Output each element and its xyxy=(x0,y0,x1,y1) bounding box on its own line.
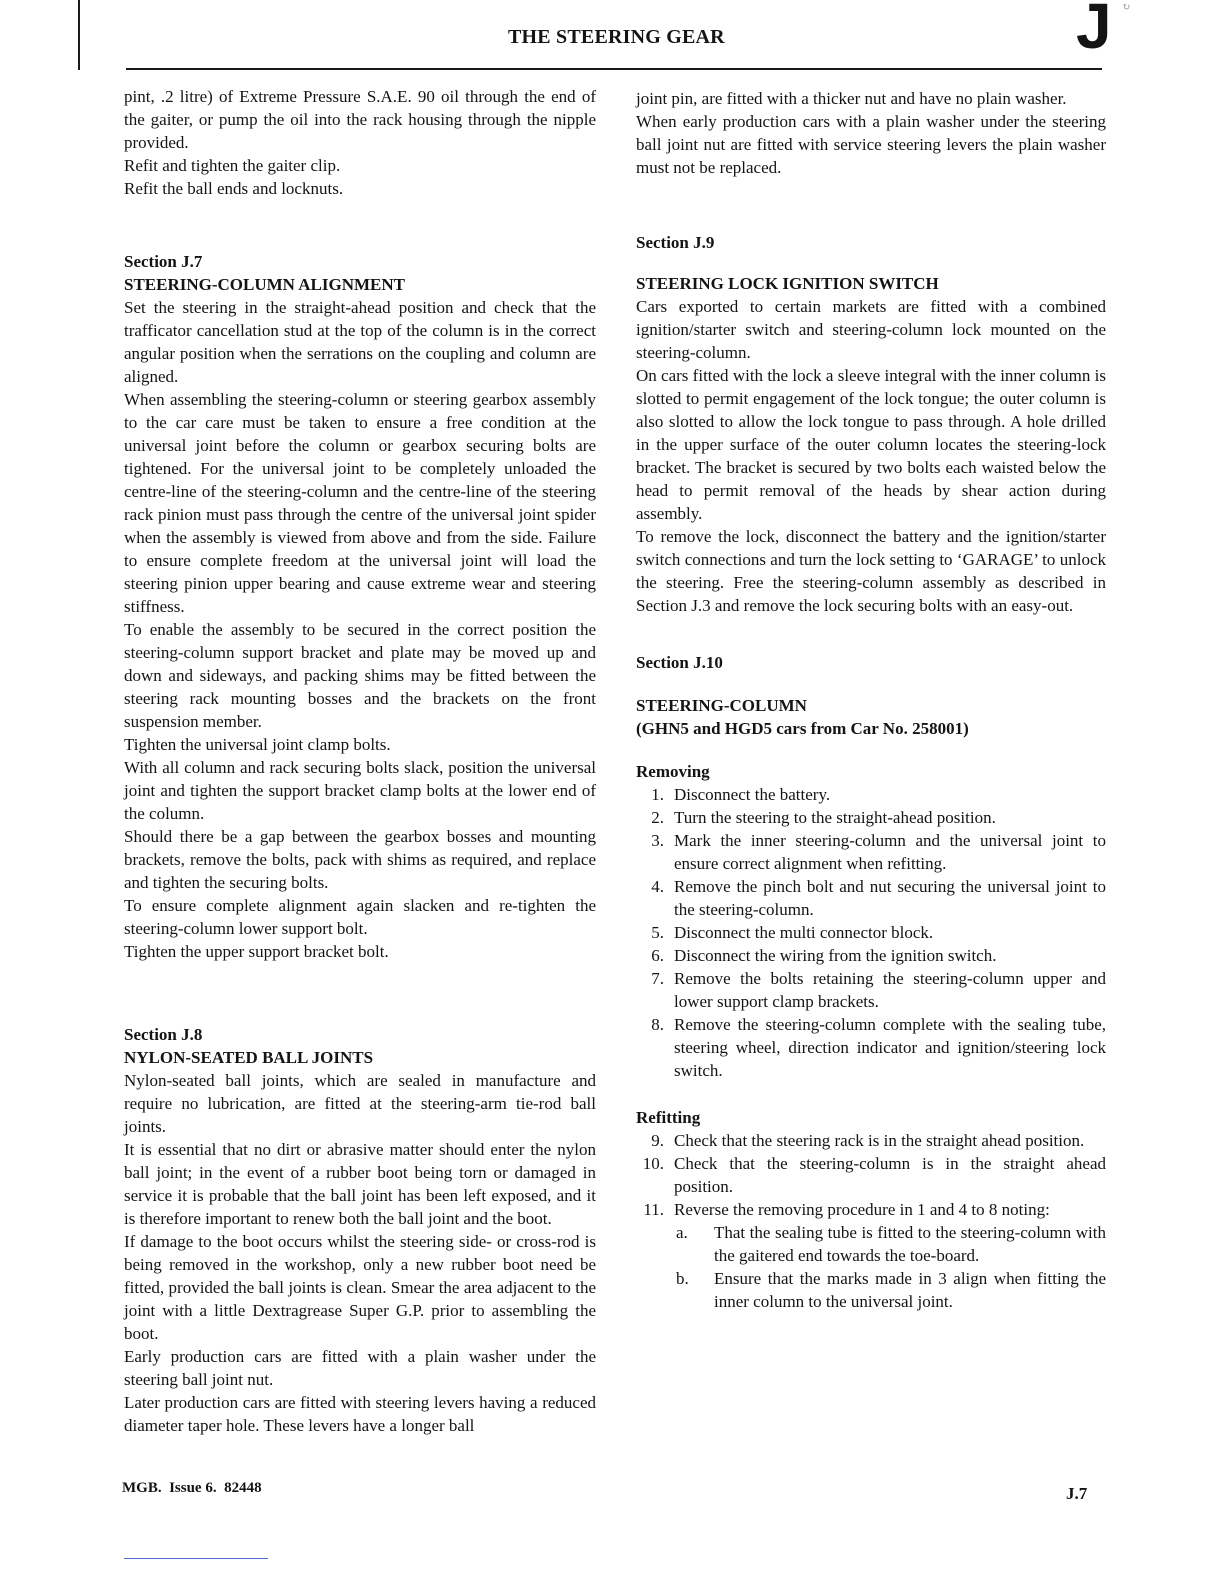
sub-step-letter: b. xyxy=(676,1269,689,1288)
list-item xyxy=(636,1013,1106,1082)
paragraph: Refit and tighten the gaiter clip. xyxy=(124,156,341,175)
header-rule xyxy=(126,68,1102,70)
step-number: 6. xyxy=(651,946,664,965)
section-label-j7: Section J.7 xyxy=(124,252,203,271)
paragraph: Refit the ball ends and locknuts. xyxy=(124,179,344,198)
list-item xyxy=(636,944,1106,967)
step-number: 2. xyxy=(651,808,664,827)
list-item xyxy=(636,921,1106,944)
step-text: Disconnect the battery. xyxy=(674,785,831,804)
step-text: Remove the pinch bolt and nut securing the universal joint to the steering-column. xyxy=(674,877,1106,919)
paragraph: Cars exported to certain markets are fitted with a combined ignition/starter switch and steering-column lock mounted on the steering-column. xyxy=(636,297,1106,362)
step-text-intro: Reverse the removing procedure in 1 and 4 to 8 noting: xyxy=(674,1200,1050,1219)
paragraph: When early production cars with a plain washer under the steering ball joint nut are fitted with service steering levers the plain washer must not be replaced. xyxy=(636,112,1106,177)
section-letter: J xyxy=(1076,0,1112,62)
paragraph: joint pin, are fitted with a thicker nut and have no plain washer. xyxy=(636,89,1067,108)
paragraph: To remove the lock, disconnect the battery and the ignition/starter switch connections and turn the lock setting to ‘GARAGE’ to unlock the steering. Free the steering-column assembly as described in Section J.3 and remove the lock securing bolts with an easy-out. xyxy=(636,527,1106,615)
paragraph: Later production cars are fitted with steering levers having a reduced diameter taper hole. These levers have a longer ball xyxy=(124,1393,596,1435)
paragraph: Nylon-seated ball joints, which are sealed in manufacture and require no lubrication, are fitted at the steering-arm tie-rod ball joints. xyxy=(124,1071,596,1136)
page-title: THE STEERING GEAR xyxy=(508,26,725,48)
paragraph: Tighten the universal joint clamp bolts. xyxy=(124,735,391,754)
step-text: Remove the bolts retaining the steering-column upper and lower support clamp brackets. xyxy=(674,969,1106,1011)
step-number: 4. xyxy=(651,877,664,896)
step-number: 1. xyxy=(651,785,664,804)
sub-step-text: That the sealing tube is fitted to the steering-column with the gaitered end towards the toe-board. xyxy=(714,1223,1106,1265)
sub-step-text: Ensure that the marks made in 3 align when fitting the inner column to the universal joint. xyxy=(714,1269,1106,1311)
section-title-j7: STEERING-COLUMN ALIGNMENT xyxy=(124,275,406,294)
paragraph: If damage to the boot occurs whilst the steering side- or cross-rod is being removed in the workshop, only a new rubber boot need be fitted, provided the ball joints is clean. Smear the area adjacent to the joint with a little Dextragrease Super G.P. prior to assembling the boot. xyxy=(124,1232,596,1343)
paragraph: It is essential that no dirt or abrasive matter should enter the nylon ball joint; in the event of a rubber boot being torn or damaged in service it is probable that the ball joint has been left exposed, and it is therefore important to renew both the ball joint and the boot. xyxy=(124,1140,596,1228)
paragraph: pint, .2 litre) of Extreme Pressure S.A.E. 90 oil through the end of the gaiter, or pump the oil into the rack housing through the nipple provided. xyxy=(124,87,596,152)
step-text: Disconnect the multi connector block. xyxy=(674,923,934,942)
removing-heading: Removing xyxy=(636,762,710,781)
sub-steps xyxy=(674,1221,1106,1313)
section-label-j8: Section J.8 xyxy=(124,1025,203,1044)
step-text: Check that the steering-column is in the straight ahead position. xyxy=(674,1154,1106,1196)
section-title-j10: STEERING-COLUMN xyxy=(636,696,807,715)
paragraph: When assembling the steering-column or steering gearbox assembly to the car care must be taken to ensure a free condition at the universal joint before the column or gearbox securing bolts are tightened. For the universal joint to be completely unloaded the centre-line of the steering-column and the centre-line of the steering rack pinion must pass through the centre of the universal joint spider when the assembly is viewed from above and from the side. Failure to ensure complete freedom at the universal joint will load the steering pinion upper bearing and cause extreme wear and steering stiffness. xyxy=(124,390,596,616)
step-number: 10. xyxy=(642,1154,664,1173)
step-text: Mark the inner steering-column and the universal joint to ensure correct alignment when refitting. xyxy=(674,831,1106,873)
step-text: Turn the steering to the straight-ahead position. xyxy=(674,808,996,827)
step-number: 7. xyxy=(651,969,664,988)
step-number: 11. xyxy=(643,1200,664,1219)
list-item xyxy=(636,1129,1106,1152)
left-margin-rule xyxy=(78,0,80,70)
step-number: 3. xyxy=(651,831,664,850)
corner-mark-icon: ↻ xyxy=(1122,2,1131,13)
step-text: Remove the steering-column complete with the sealing tube, steering wheel, direction indicator and ignition/steering lock switch. xyxy=(674,1015,1106,1080)
list-item xyxy=(636,875,1106,921)
list-item xyxy=(636,967,1106,1013)
section-title-j8: NYLON-SEATED BALL JOINTS xyxy=(124,1048,374,1067)
paragraph: On cars fitted with the lock a sleeve integral with the inner column is slotted to permit engagement of the lock tongue; the outer column is also slotted to allow the lock tongue to pass through. A hole drilled in the upper surface of the outer column locates the steering-lock bracket. The bracket is secured by two bolts each waisted below the head to permit removal of the heads by shear action during assembly. xyxy=(636,366,1106,523)
step-text: Disconnect the wiring from the ignition switch. xyxy=(674,946,997,965)
paragraph: Tighten the upper support bracket bolt. xyxy=(124,942,389,961)
bottom-rule xyxy=(124,1558,268,1559)
paragraph: Early production cars are fitted with a plain washer under the steering ball joint nut. xyxy=(124,1347,596,1389)
paragraph: To ensure complete alignment again slacken and re-tighten the steering-column lower support bolt. xyxy=(124,896,596,938)
section-title-j9: STEERING LOCK IGNITION SWITCH xyxy=(636,274,939,293)
list-item xyxy=(674,1221,1106,1267)
paragraph: Should there be a gap between the gearbox bosses and mounting brackets, remove the bolts, pack with shims as required, and replace and tighten the securing bolts. xyxy=(124,827,596,892)
paragraph: With all column and rack securing bolts slack, position the universal joint and tighten the support bracket clamp bolts at the lower end of the column. xyxy=(124,758,596,823)
list-item xyxy=(636,829,1106,875)
refitting-heading: Refitting xyxy=(636,1108,701,1127)
list-item xyxy=(674,1267,1106,1313)
step-number: 9. xyxy=(651,1131,664,1150)
sub-step-letter: a. xyxy=(676,1223,688,1242)
footer-issue-info: MGB. Issue 6. 82448 xyxy=(122,1480,262,1496)
list-item xyxy=(636,1152,1106,1198)
section-label-j10: Section J.10 xyxy=(636,653,723,672)
section-label-j9: Section J.9 xyxy=(636,233,715,252)
list-item xyxy=(636,1198,1106,1313)
step-number: 5. xyxy=(651,923,664,942)
list-item xyxy=(636,806,1106,829)
list-item xyxy=(636,783,1106,806)
paragraph: Set the steering in the straight-ahead position and check that the trafficator cancellation stud at the top of the column is in the correct angular position when the serrations on the coupling and column are aligned. xyxy=(124,298,596,386)
page-number: J.7 xyxy=(1066,1484,1088,1503)
step-text: Check that the steering rack is in the straight ahead position. xyxy=(674,1131,1085,1150)
left-column xyxy=(124,85,596,1437)
step-text xyxy=(674,1198,1106,1313)
step-number: 8. xyxy=(651,1015,664,1034)
section-subtitle-j10: (GHN5 and HGD5 cars from Car No. 258001) xyxy=(636,719,969,738)
refitting-steps xyxy=(636,1129,1106,1313)
removing-steps xyxy=(636,783,1106,1082)
right-column xyxy=(636,87,1106,1313)
paragraph: To enable the assembly to be secured in the correct position the steering-column support bracket and plate may be moved up and down and sideways, and packing shims may be fitted between the steering rack mounting bosses and the brackets on the front suspension member. xyxy=(124,620,596,731)
